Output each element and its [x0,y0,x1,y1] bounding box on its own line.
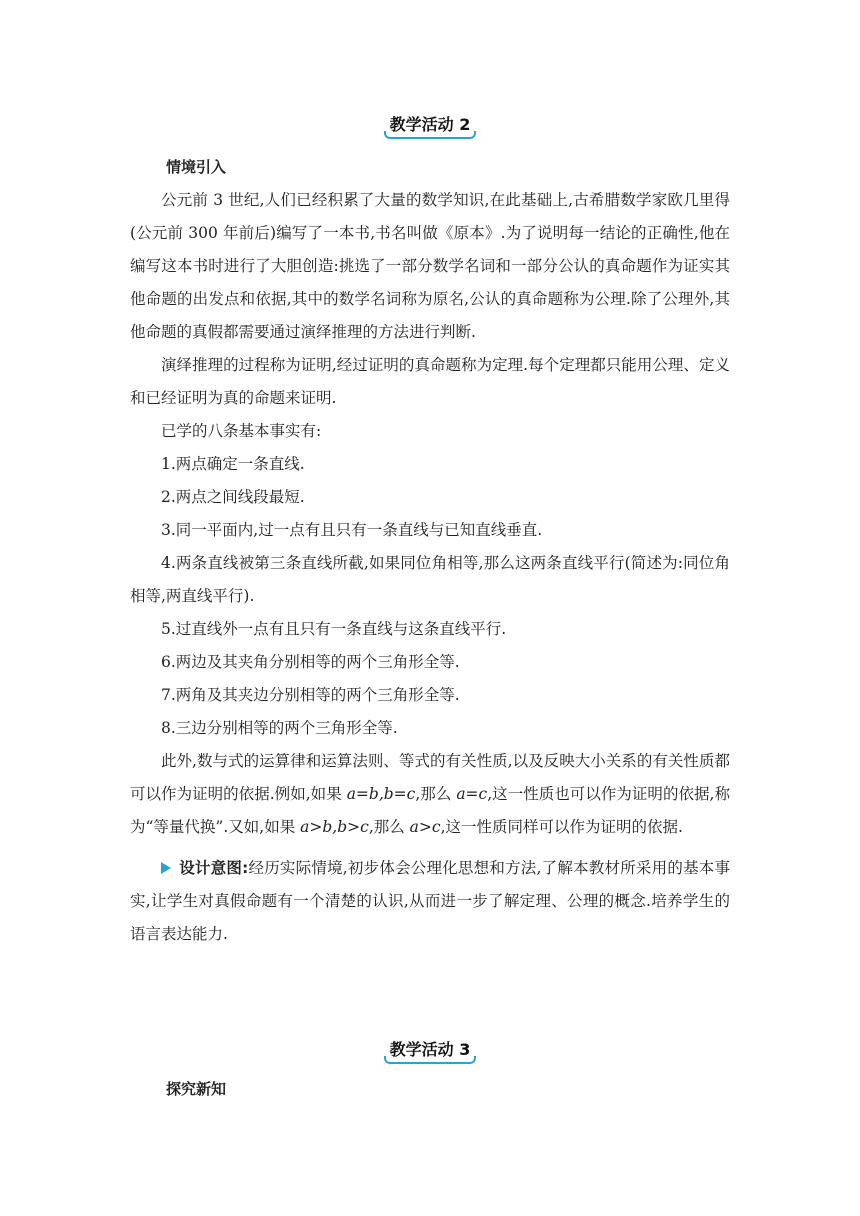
activity2-heading: 教学活动 2 [384,112,477,139]
text-run: ,这一性质也可以作为证明的依据,称为“等量代换”.又如,如果 [130,785,730,836]
fact-item: 7.两角及其夹边分别相等的两个三角形全等. [161,686,460,704]
text-run: 此外,数与式的运算律和运算法则、等式的有关性质,以及反映大小关系的有关性质都可以作为证明的依据.例如,如果 [130,752,730,803]
activity2-body [130,154,730,951]
math-expression: a=c [456,785,488,803]
triangle-marker-icon [161,862,171,874]
section-title-intro: 情境引入 [166,158,227,176]
text-run: ,这一性质同样可以作为证明的依据. [440,818,683,836]
paragraph-properties [130,745,730,844]
text-run: ,那么 [368,818,410,836]
fact-item: 8.三边分别相等的两个三角形全等. [161,719,398,737]
design-intent-label: 设计意图: [179,859,249,877]
activity3-heading-wrap [130,1037,730,1064]
math-expression: a>c [409,818,441,836]
fact-item: 6.两边及其夹角分别相等的两个三角形全等. [161,653,460,671]
activity3-heading: 教学活动 3 [384,1037,477,1064]
paragraph-facts-intro: 已学的八条基本事实有: [161,422,322,440]
fact-item: 5.过直线外一点有且只有一条直线与这条直线平行. [161,620,507,638]
design-intent-text: 经历实际情境,初步体会公理化思想和方法,了解本教材所采用的基本事实,让学生对真假命题有一个清楚的认识,从而进一步了解定理、公理的概念.培养学生的语言表达能力. [130,859,731,943]
fact-item: 4.两条直线被第三条直线所截,如果同位角相等,那么这两条直线平行(简述为:同位角相等,两直线平行). [130,554,730,605]
text-run: ,那么 [415,785,457,803]
activity2-heading-wrap [130,112,730,139]
section-title-explore: 探究新知 [166,1080,227,1098]
math-expression: a>b,b>c [300,818,369,836]
paragraph-euclid: 公元前 3 世纪,人们已经积累了大量的数学知识,在此基础上,古希腊数学家欧几里得(公元前 300 年前后)编写了一本书,书名叫做《原本》.为了说明每一结论的正确性,他在编写这本书时进行了大胆创造:挑选了一部分数学名词和一部分公认的真命题作为证实其他命题的出发点和依据,其中的数学名词称为原名,公认的真命题称为公理.除了公理外,其他命题的真假都需要通过演绎推理的方法进行判断. [130,191,730,341]
fact-item: 2.两点之间线段最短. [161,488,305,506]
activity3-body [130,1076,730,1102]
paragraph-proof-definition: 演绎推理的过程称为证明,经过证明的真命题称为定理.每个定理都只能用公理、定义和已经证明为真的命题来证明. [130,356,730,407]
fact-item: 1.两点确定一条直线. [161,455,305,473]
design-intent [130,852,730,951]
fact-item: 3.同一平面内,过一点有且只有一条直线与已知直线垂直. [161,521,543,539]
math-expression: a=b,b=c [346,785,416,803]
